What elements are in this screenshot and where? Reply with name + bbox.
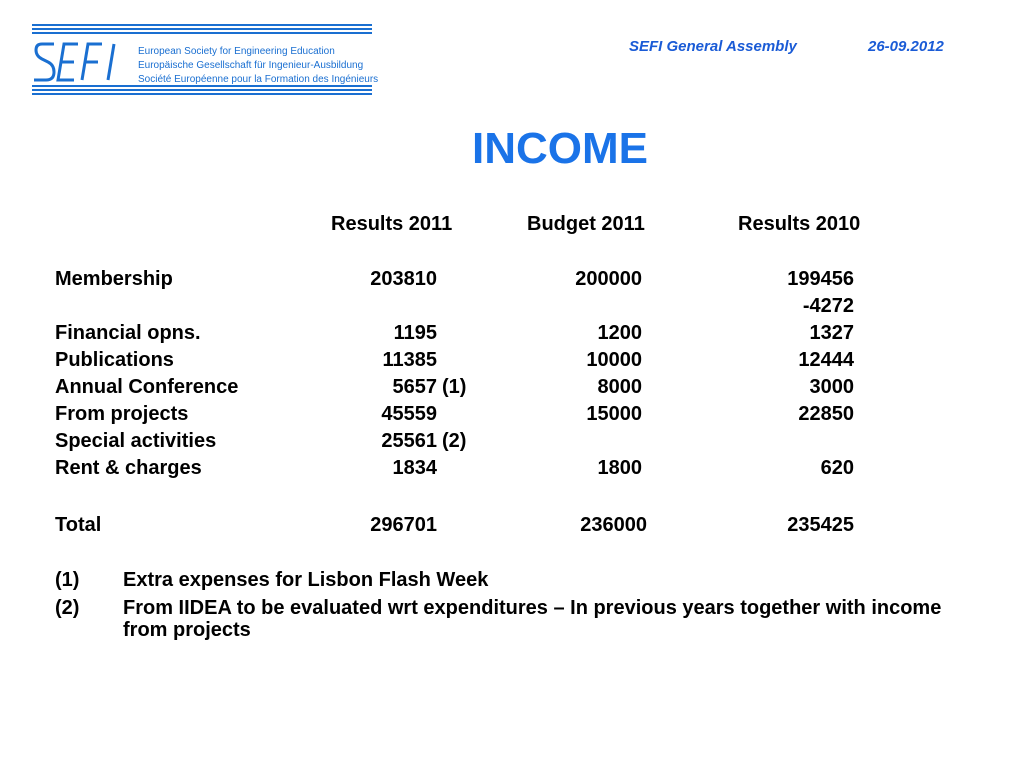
cell-budget-2011: 1200 — [597, 322, 642, 344]
column-header-results-2011: Results 2011 — [331, 213, 453, 235]
page-title: INCOME — [472, 124, 648, 173]
cell-budget-2011: 15000 — [586, 403, 642, 425]
table-row — [0, 349, 1024, 376]
row-label: Rent & charges — [55, 457, 202, 479]
header-date: 26-09.2012 — [868, 38, 944, 55]
cell-results-2010: 199456 — [787, 268, 854, 290]
footnote-number: (1) — [55, 569, 80, 591]
logo-mark-text: SEFI — [32, 40, 35, 41]
cell-results-2011: 11385 — [382, 349, 437, 371]
cell-results-2010: 1327 — [809, 322, 854, 344]
cell-results-2010: 3000 — [809, 376, 854, 398]
cell-results-2010: -4272 — [802, 295, 854, 317]
cell-results-2011: 5657 — [392, 376, 437, 398]
column-header-budget-2011: Budget 2011 — [527, 213, 645, 235]
row-label: From projects — [55, 403, 189, 425]
cell-note-ref: (1) — [442, 376, 467, 398]
row-label: Membership — [55, 268, 173, 290]
cell-results-2011: 1834 — [392, 457, 437, 479]
logo-stripes-bottom — [32, 85, 372, 97]
table-row — [0, 403, 1024, 430]
table-row — [0, 322, 1024, 349]
cell-note-ref: (2) — [442, 430, 467, 452]
cell-budget-2011: 10000 — [586, 349, 642, 371]
table-row — [0, 457, 1024, 484]
table-row — [0, 268, 1024, 295]
cell-results-2011: 1195 — [393, 322, 437, 344]
logo-line-de: Europäische Gesellschaft für Ingenieur-Ausbildung — [138, 60, 364, 71]
total-results-2011: 296701 — [370, 514, 437, 536]
cell-results-2011: 25561 — [381, 430, 437, 452]
row-label: Annual Conference — [55, 376, 239, 398]
sefi-logo-mark — [32, 40, 132, 84]
footnote-text: Extra expenses for Lisbon Flash Week — [123, 569, 489, 591]
total-results-2010: 235425 — [787, 514, 854, 536]
sefi-logo — [32, 24, 379, 98]
cell-budget-2011: 200000 — [575, 268, 642, 290]
row-label: Special activities — [55, 430, 217, 452]
cell-budget-2011: 8000 — [597, 376, 642, 398]
table-row — [0, 430, 1024, 457]
row-label: Financial opns. — [55, 322, 201, 344]
logo-stripes-top — [32, 24, 372, 36]
row-label: Publications — [55, 349, 174, 371]
cell-results-2011: 203810 — [370, 268, 437, 290]
column-header-results-2010: Results 2010 — [738, 213, 861, 235]
cell-results-2010: 620 — [820, 457, 854, 479]
table-row — [0, 376, 1024, 403]
header-event: SEFI General Assembly — [629, 38, 797, 55]
cell-results-2011: 45559 — [381, 403, 437, 425]
logo-line-fr: Société Européenne pour la Formation des Ingénieurs — [138, 74, 379, 85]
total-budget-2011: 236000 — [580, 514, 647, 536]
footnote-text: From IIDEA to be evaluated wrt expenditures – In previous years together with income from projects — [123, 597, 942, 641]
cell-results-2010: 12444 — [798, 349, 854, 371]
total-label: Total — [55, 514, 102, 536]
logo-line-en: European Society for Engineering Education — [138, 46, 335, 57]
cell-budget-2011: 1800 — [597, 457, 642, 479]
footnote-number: (2) — [55, 597, 80, 619]
table-row — [0, 295, 1024, 322]
table-total-row — [0, 514, 1024, 541]
logo-text — [138, 45, 378, 87]
cell-results-2010: 22850 — [798, 403, 854, 425]
